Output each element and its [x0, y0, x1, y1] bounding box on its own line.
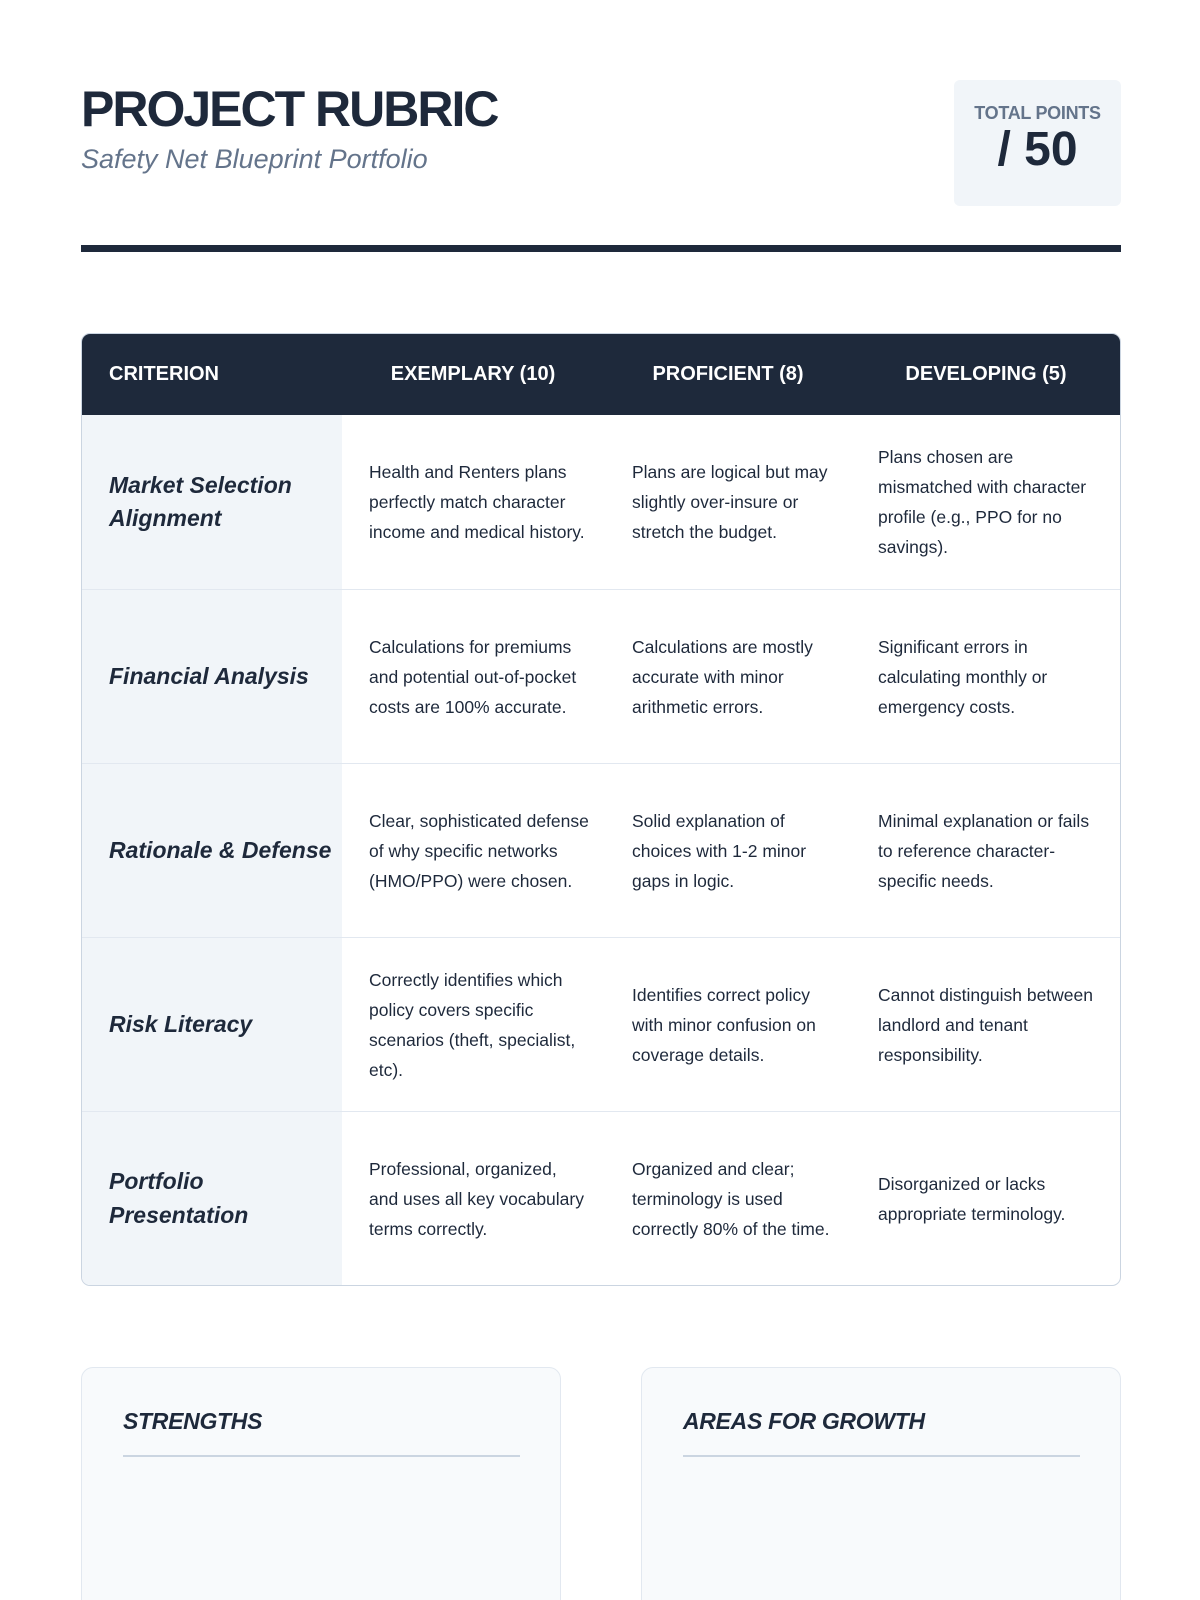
exemplary-cell: Clear, sophisticated defense of why specific networks (HMO/PPO) were chosen.	[369, 810, 589, 891]
table-row	[82, 589, 1120, 763]
criterion-cell	[82, 1112, 342, 1285]
proficient-cell: Identifies correct policy with minor confusion on coverage details.	[632, 984, 816, 1065]
column-header-proficient: PROFICIENT (8)	[652, 363, 804, 385]
exemplary-cell: Professional, organized, and uses all key vocabulary terms correctly.	[369, 1158, 584, 1239]
total-points-label: TOTAL POINTS	[974, 103, 1101, 123]
proficient-cell: Solid explanation of choices with 1-2 minor gaps in logic.	[632, 810, 807, 891]
rubric-table	[81, 333, 1121, 1286]
exemplary-cell: Calculations for premiums and potential out-of-pocket costs are 100% accurate.	[369, 636, 577, 717]
rubric-page	[81, 0, 1121, 1600]
criterion-label: Rationale & Defense	[109, 836, 332, 863]
criterion-cell	[82, 590, 342, 763]
exemplary-cell: Health and Renters plans perfectly match character income and medical history.	[369, 462, 585, 542]
page-subtitle: Safety Net Blueprint Portfolio	[81, 144, 428, 174]
criterion-label: Portfolio Presentation	[109, 1168, 249, 1228]
total-points-box	[954, 80, 1121, 206]
developing-cell: Disorganized or lacks appropriate terminology.	[878, 1173, 1066, 1224]
column-header-exemplary: EXEMPLARY (10)	[390, 363, 556, 385]
strengths-card	[81, 1367, 561, 1600]
growth-title: AREAS FOR GROWTH	[683, 1408, 925, 1434]
page-header	[81, 80, 1121, 206]
table-row	[82, 937, 1120, 1111]
criterion-cell	[82, 764, 342, 937]
page-title: PROJECT RUBRIC	[81, 81, 498, 137]
strengths-title: STRENGTHS	[123, 1408, 263, 1434]
total-points-value: / 50	[997, 123, 1078, 176]
growth-card	[641, 1367, 1121, 1600]
rubric-header-row	[82, 334, 1120, 415]
growth-divider	[683, 1455, 1080, 1457]
criterion-cell	[82, 938, 342, 1111]
criterion-label: Financial Analysis	[109, 662, 309, 689]
proficient-cell: Organized and clear; terminology is used correctly 80% of the time.	[632, 1158, 830, 1239]
proficient-cell: Plans are logical but may slightly over-insure or stretch the budget.	[632, 462, 828, 542]
column-header-developing: DEVELOPING (5)	[905, 363, 1067, 385]
header-divider	[81, 245, 1121, 252]
criterion-label: Risk Literacy	[109, 1010, 253, 1037]
strengths-divider	[123, 1455, 520, 1457]
column-header-criterion: CRITERION	[109, 363, 219, 385]
table-row	[82, 763, 1120, 937]
developing-cell: Significant errors in calculating monthly or emergency costs.	[878, 636, 1048, 717]
developing-cell: Plans chosen are mismatched with character profile (e.g., PPO for no savings).	[878, 447, 1087, 557]
table-row	[82, 1111, 1120, 1285]
developing-cell: Minimal explanation or fails to reference character-specific needs.	[878, 810, 1090, 891]
table-row	[82, 415, 1120, 589]
developing-cell: Cannot distinguish between landlord and tenant responsibility.	[878, 984, 1094, 1065]
proficient-cell: Calculations are mostly accurate with minor arithmetic errors.	[632, 636, 813, 717]
criterion-cell	[82, 415, 342, 589]
exemplary-cell: Correctly identifies which policy covers specific scenarios (theft, specialist, etc).	[369, 969, 576, 1080]
criterion-label: Market Selection Alignment	[109, 471, 292, 531]
